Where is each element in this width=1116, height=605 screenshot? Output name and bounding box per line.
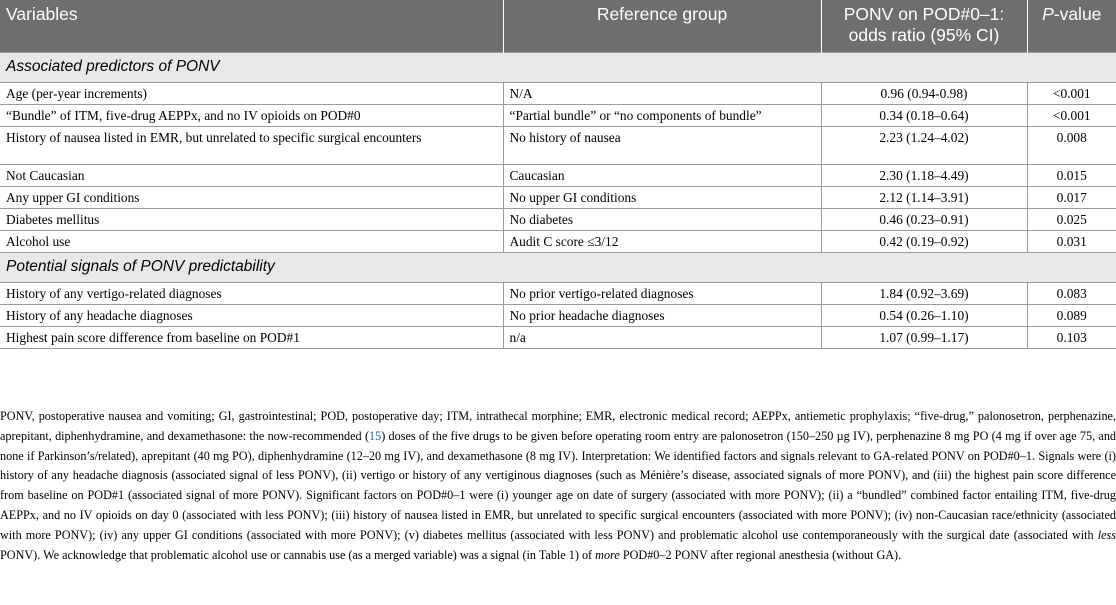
cell-p-value: 0.008: [1027, 127, 1116, 165]
table-header-row: [0, 0, 1116, 53]
header-p-letter: P: [1042, 4, 1054, 24]
cell-odds-ratio: 0.96 (0.94-0.98): [821, 83, 1027, 105]
table-row: [0, 231, 1116, 253]
cell-odds-ratio: 0.42 (0.19–0.92): [821, 231, 1027, 253]
table-row: [0, 327, 1116, 349]
table-row: [0, 127, 1116, 165]
footnote-text-3: PONV). We acknowledge that problematic alcohol use or cannabis use (as a merged variable) was a signal (in Table 1) of: [0, 547, 596, 562]
cell-variable: Not Caucasian: [0, 165, 503, 187]
header-odds-ratio: PONV on POD#0–1: odds ratio (95% CI): [821, 0, 1027, 53]
cell-variable: Age (per-year increments): [0, 83, 503, 105]
cell-p-value: 0.017: [1027, 187, 1116, 209]
table-row: [0, 209, 1116, 231]
cell-p-value: 0.031: [1027, 231, 1116, 253]
cell-reference: No prior headache diagnoses: [503, 305, 821, 327]
table-row: [0, 305, 1116, 327]
cell-reference: No upper GI conditions: [503, 187, 821, 209]
cell-p-value: 0.083: [1027, 283, 1116, 305]
cell-reference: Audit C score ≤3/12: [503, 231, 821, 253]
footnote-emphasis-more: more: [595, 547, 620, 562]
reference-link[interactable]: 15: [369, 428, 382, 443]
footnote-text-2: ) doses of the five drugs to be given before operating room entry are palonosetron (150–250 µg IV), perphenazine 8 mg PO (4 mg if over age 75, and none if Parkinson’s/related), aprepitant (40 mg PO), diphenhydramine (12–20 mg IV), and dexamethasone (8 mg IV). Interpretation: We identified factors and signals relevant to GA-related PONV on POD#0–1. Signals were (i) history of any headache diagnosis (associated signal of less PONV), (ii) vertigo or history of any vertiginous diagnoses (such as Ménière’s disease, associated signals of more PONV), and (iii) the highest pain score difference from baseline on POD#1 (associated signal of more PONV). Significant factors on POD#0–1 were (i) younger age on date of surgery (associated with more PONV); (ii) a “bundled” combined factor entailing ITM, five-drug AEPPx, and no IV opioids on day 0 (associated with less PONV); (iii) history of nausea listed in EMR, but unrelated to specific surgical encounters (associated with more PONV); (iv) non-Caucasian race/ethnicity (associated with more PONV); (iv) any upper GI conditions (associated with more PONV); (v) diabetes mellitus (associated with less PONV) and problematic alcohol use contemporaneously with the surgical date (associated with: [0, 428, 1116, 542]
cell-reference: “Partial bundle” or “no components of bundle”: [503, 105, 821, 127]
cell-variable: Alcohol use: [0, 231, 503, 253]
cell-variable: Diabetes mellitus: [0, 209, 503, 231]
section-row: [0, 253, 1116, 283]
header-p-value: [1027, 0, 1116, 53]
footnote-text-4: POD#0–2 PONV after regional anesthesia (without GA).: [619, 547, 902, 562]
section-title-signals: Potential signals of PONV predictability: [0, 253, 1116, 283]
footnote-emphasis-less: less: [1097, 527, 1116, 542]
cell-p-value: 0.089: [1027, 305, 1116, 327]
cell-reference: No diabetes: [503, 209, 821, 231]
table-row: [0, 83, 1116, 105]
cell-p-value: <0.001: [1027, 83, 1116, 105]
header-p-suffix: -value: [1053, 4, 1102, 24]
table-row: [0, 187, 1116, 209]
cell-p-value: <0.001: [1027, 105, 1116, 127]
cell-odds-ratio: 0.46 (0.23–0.91): [821, 209, 1027, 231]
cell-p-value: 0.103: [1027, 327, 1116, 349]
cell-variable: Any upper GI conditions: [0, 187, 503, 209]
cell-variable: History of any vertigo-related diagnoses: [0, 283, 503, 305]
table-row: [0, 105, 1116, 127]
header-reference-group: Reference group: [503, 0, 821, 53]
cell-p-value: 0.015: [1027, 165, 1116, 187]
cell-odds-ratio: 2.23 (1.24–4.02): [821, 127, 1027, 165]
header-variables: Variables: [0, 0, 503, 53]
footnote-text-1: PONV, postoperative nausea and vomiting; GI, gastrointestinal; POD, postoperative day; ITM, intrathecal morphine; EMR, electronic medical record; AEPPx, antiemetic prophylaxis; “five-drug,” palonosetron, perphenazine, aprepitant, diphenhydramine, and dexamethasone: the now-recommended (: [0, 409, 1116, 443]
cell-odds-ratio: 0.34 (0.18–0.64): [821, 105, 1027, 127]
cell-odds-ratio: 2.30 (1.18–4.49): [821, 165, 1027, 187]
cell-variable: “Bundle” of ITM, five-drug AEPPx, and no IV opioids on POD#0: [0, 105, 503, 127]
cell-reference: No history of nausea: [503, 127, 821, 165]
section-row: [0, 53, 1116, 83]
cell-variable: Highest pain score difference from baseline on POD#1: [0, 327, 503, 349]
cell-odds-ratio: 1.84 (0.92–3.69): [821, 283, 1027, 305]
cell-reference: n/a: [503, 327, 821, 349]
cell-reference: Caucasian: [503, 165, 821, 187]
table-row: [0, 283, 1116, 305]
table-row: [0, 165, 1116, 187]
cell-odds-ratio: 0.54 (0.26–1.10): [821, 305, 1027, 327]
cell-odds-ratio: 1.07 (0.99–1.17): [821, 327, 1027, 349]
cell-reference: N/A: [503, 83, 821, 105]
table-footnote: [0, 407, 1116, 565]
cell-variable: History of any headache diagnoses: [0, 305, 503, 327]
cell-p-value: 0.025: [1027, 209, 1116, 231]
section-title-predictors: Associated predictors of PONV: [0, 53, 1116, 83]
cell-reference: No prior vertigo-related diagnoses: [503, 283, 821, 305]
cell-odds-ratio: 2.12 (1.14–3.91): [821, 187, 1027, 209]
cell-variable: History of nausea listed in EMR, but unrelated to specific surgical encounters: [0, 127, 503, 165]
